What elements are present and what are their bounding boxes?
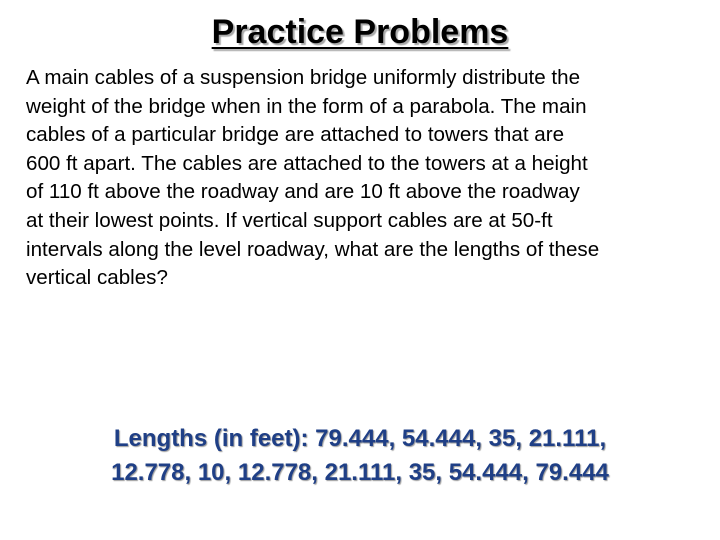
answer-text (0, 422, 720, 490)
problem-line: 600 ft apart. The cables are attached to the towers at a height (26, 151, 588, 175)
problem-line: A main cables of a suspension bridge uniformly distribute the (26, 66, 581, 89)
problem-line: cables of a particular bridge are attached to towers that are (26, 123, 565, 147)
problem-statement (26, 64, 702, 293)
answer-line: Lengths (in feet): 79.444, 54.444, 35, 21.111, (113, 425, 607, 452)
problem-line: intervals along the level roadway, what are the lengths of these (26, 237, 600, 261)
answer-line: 12.778, 10, 12.778, 21.111, 35, 54.444, 79.444 (111, 459, 609, 486)
problem-line: of 110 ft above the roadway and are 10 ft above the roadway (26, 180, 580, 204)
problem-line: at their lowest points. If vertical support cables are at 50-ft (26, 208, 553, 232)
slide-title: Practice Problems (211, 13, 509, 51)
problem-line: weight of the bridge when in the form of a parabola. The main (26, 94, 587, 118)
problem-line: vertical cables? (26, 266, 168, 290)
